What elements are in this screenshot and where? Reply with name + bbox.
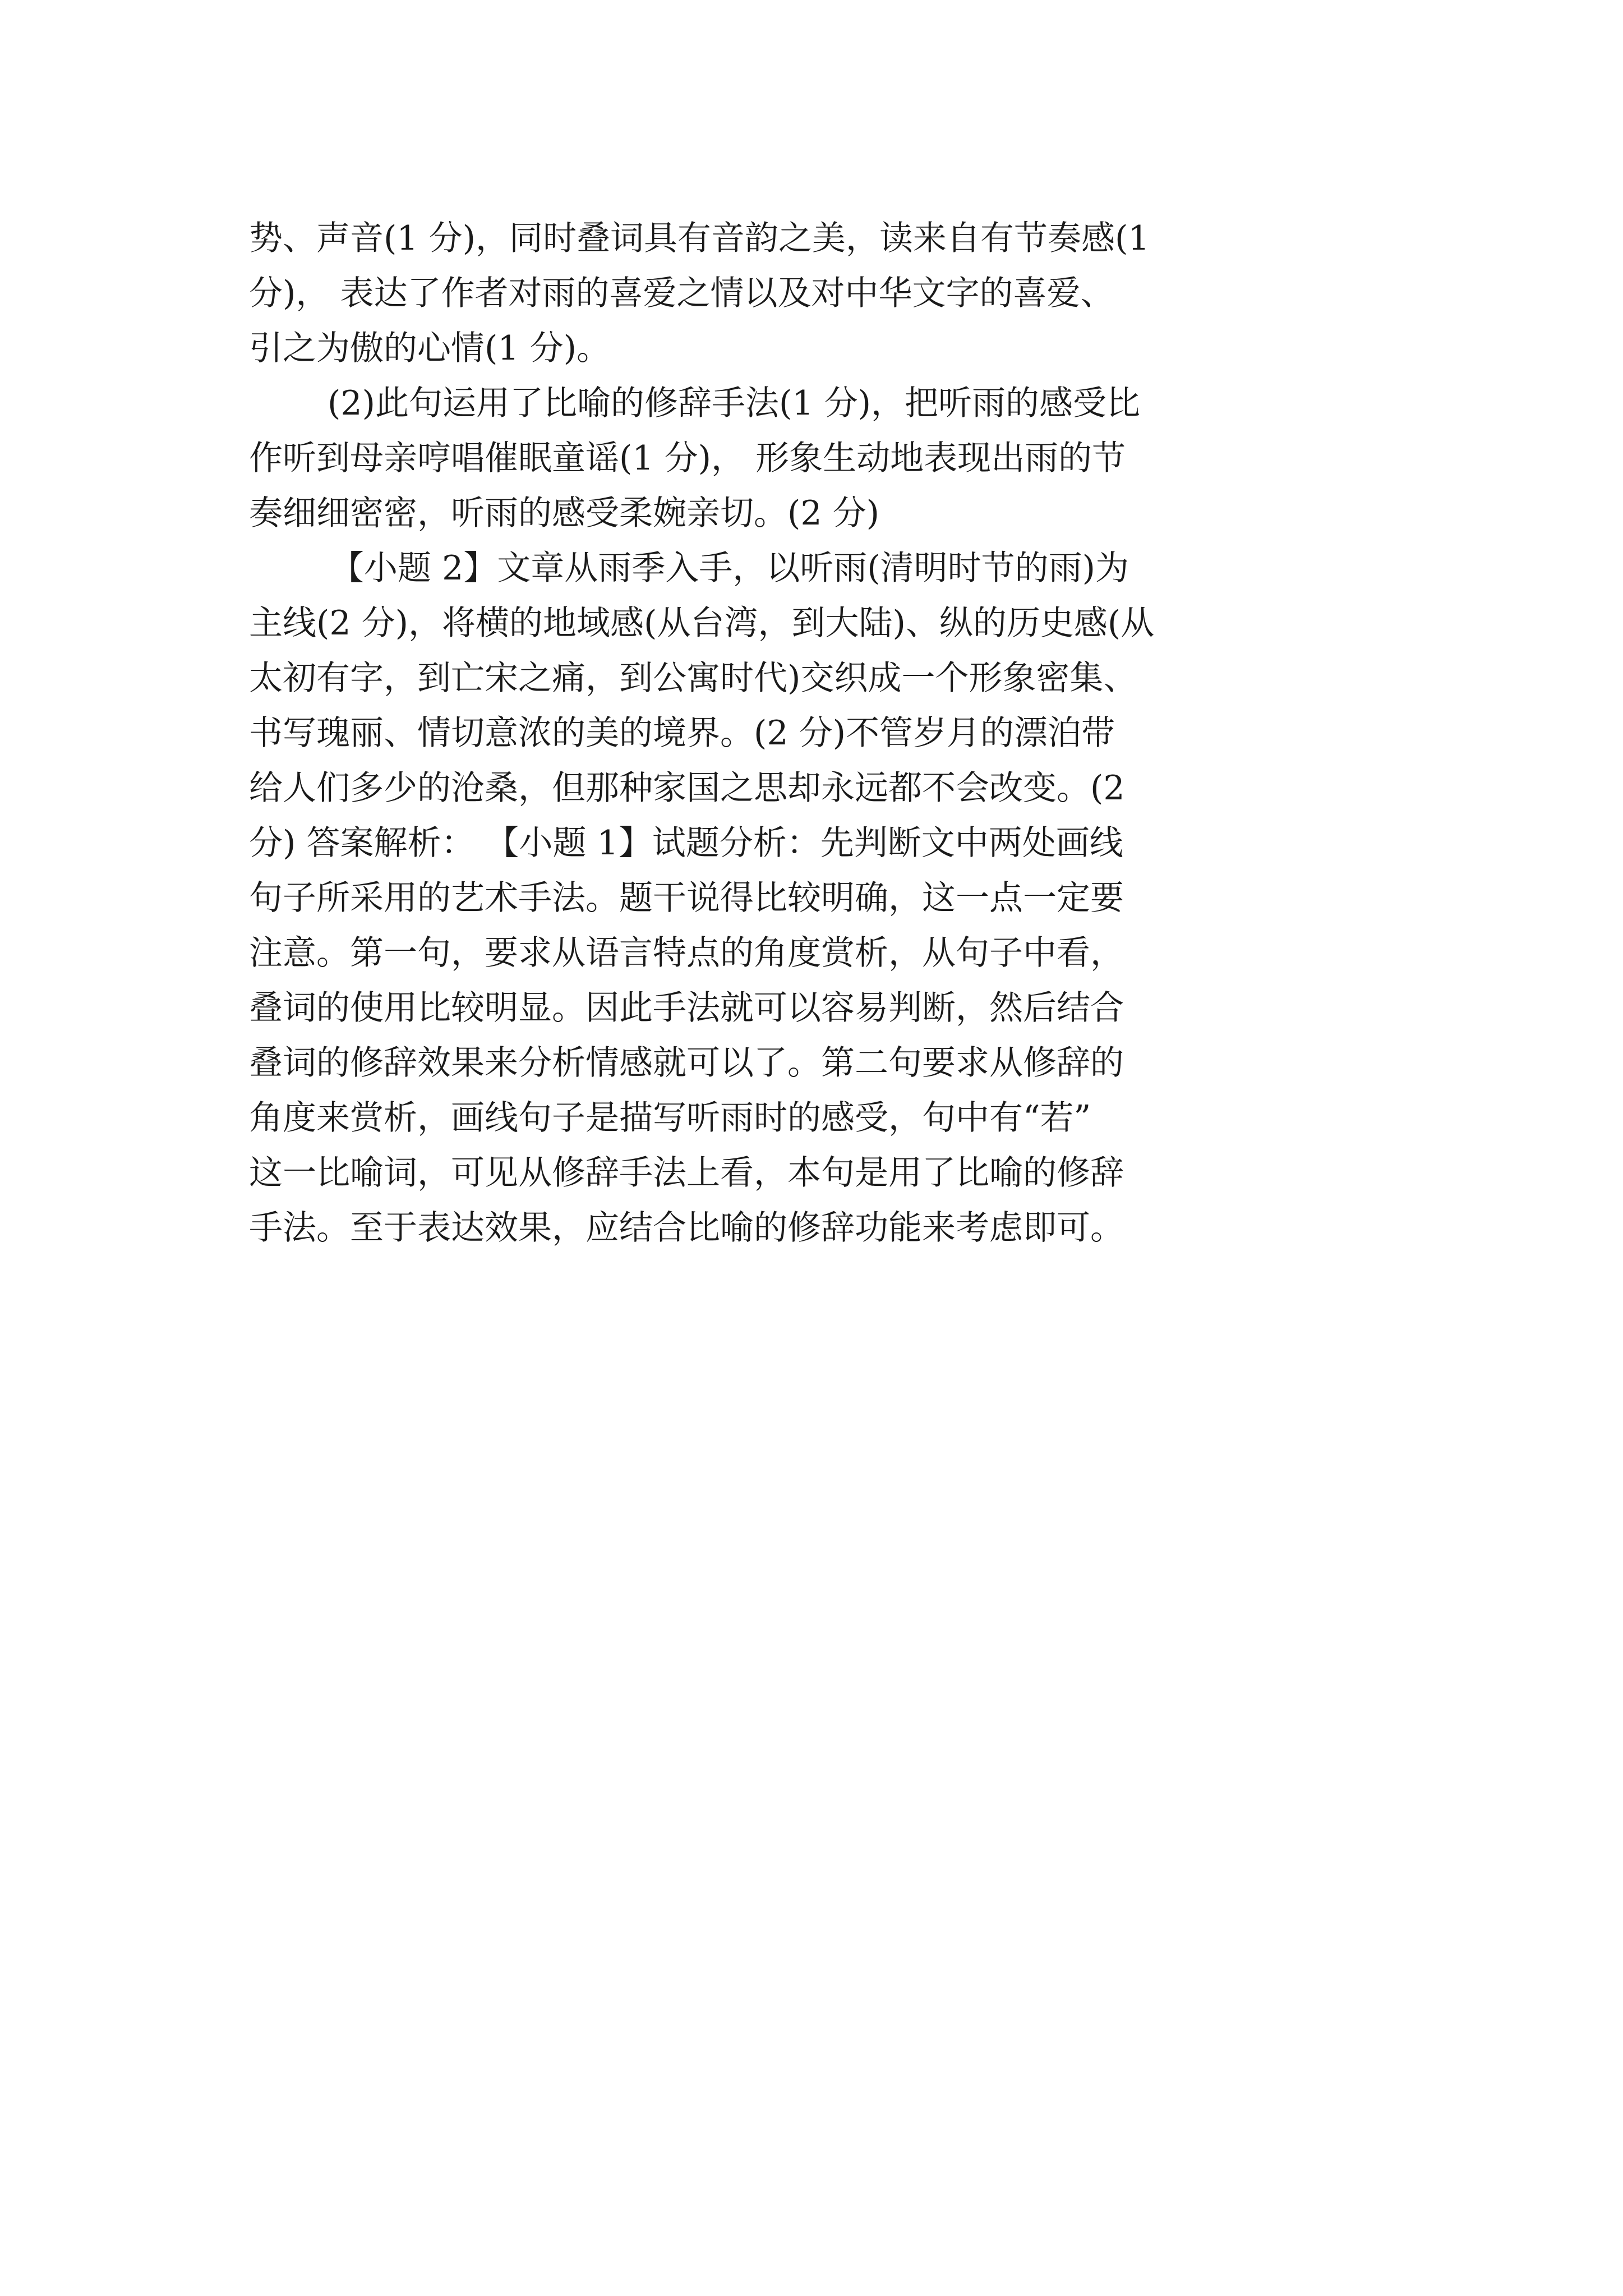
text-line: 角度来赏析，画线句子是描写听雨时的感受，句中有“若” (249, 1098, 1091, 1138)
text-line: 注意。第一句，要求从语言特点的角度赏析，从句子中看， (249, 933, 1124, 973)
answer-text-block (249, 0, 1393, 1683)
text-line: 奏细细密密，听雨的感受柔婉亲切。(2 分) (249, 494, 880, 533)
text-line: 分)， 表达了作者对雨的喜爱之情以及对中华文字的喜爱、 (249, 274, 1114, 313)
text-line: 分) 答案解析： 【小题 1】试题分析：先判断文中两处画线 (249, 823, 1123, 863)
text-line: 这一比喻词，可见从修辞手法上看，本句是用了比喻的修辞 (249, 1153, 1124, 1193)
text-line: 叠词的修辞效果来分析情感就可以了。第二句要求从修辞的 (249, 1043, 1124, 1083)
text-line: 主线(2 分)，将横的地域感(从台湾，到大陆)、纵的历史感(从 (249, 604, 1155, 643)
text-line: 势、声音(1 分)，同时叠词具有音韵之美，读来自有节奏感(1 (249, 219, 1150, 258)
text-line: 引之为傲的心情(1 分)。 (249, 329, 611, 368)
text-line: 句子所采用的艺术手法。题干说得比较明确，这一点一定要 (249, 878, 1124, 918)
text-line: 太初有字，到亡宋之痛，到公寓时代)交织成一个形象密集、 (249, 659, 1137, 698)
text-line: 叠词的使用比较明显。因此手法就可以容易判断，然后结合 (249, 988, 1124, 1028)
text-line: 【小题 2】文章从雨季入手，以听雨(清明时节的雨)为 (330, 549, 1129, 588)
text-line: 手法。至于表达效果，应结合比喻的修辞功能来考虑即可。 (249, 1208, 1124, 1248)
text-line: (2)此句运用了比喻的修辞手法(1 分)，把听雨的感受比 (328, 384, 1141, 423)
text-line: 给人们多少的沧桑，但那种家国之思却永远都不会改变。(2 (249, 769, 1125, 808)
text-line: 作听到母亲哼唱催眠童谣(1 分)， 形象生动地表现出雨的节 (249, 439, 1126, 478)
text-line: 书写瑰丽、情切意浓的美的境界。(2 分)不管岁月的漂泊带 (249, 714, 1115, 753)
